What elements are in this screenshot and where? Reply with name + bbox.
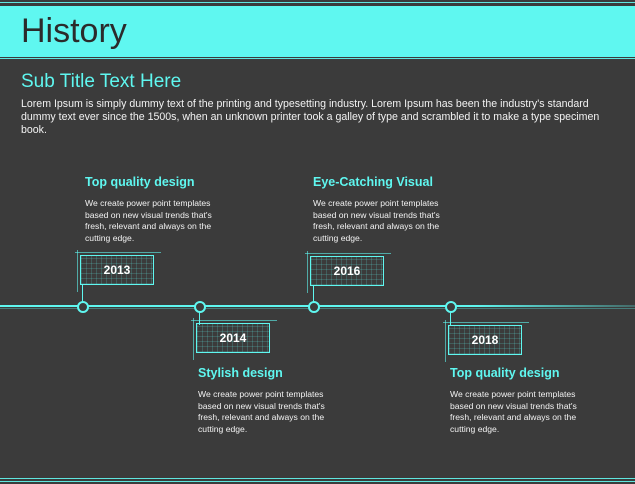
year-label: 2014 xyxy=(219,331,247,345)
year-box xyxy=(80,255,154,285)
year-box xyxy=(196,323,270,353)
year-label: 2018 xyxy=(471,333,499,347)
timeline-node xyxy=(194,301,206,313)
year-label: 2013 xyxy=(103,263,131,277)
timeline-item-title: Stylish design xyxy=(198,366,283,380)
year-box xyxy=(310,256,384,286)
timeline-item-desc: We create power point templates based on new visual trends that's fresh, relevant and always on the cutting edge. xyxy=(450,389,577,434)
subtitle: Sub Title Text Here xyxy=(21,71,182,92)
timeline-node xyxy=(445,301,457,313)
timeline-item-desc: We create power point templates based on new visual trends that's fresh, relevant and always on the cutting edge. xyxy=(198,389,325,434)
bottom-divider xyxy=(0,481,635,482)
timeline-item-desc: We create power point templates based on new visual trends that's fresh, relevant and always on the cutting edge. xyxy=(85,198,212,243)
timeline-item-desc: We create power point templates based on new visual trends that's fresh, relevant and always on the cutting edge. xyxy=(313,198,440,243)
year-label: 2016 xyxy=(333,264,361,278)
timeline-item-title: Top quality design xyxy=(85,175,195,189)
year-box xyxy=(448,325,522,355)
timeline-item-title: Eye-Catching Visual xyxy=(313,175,433,189)
intro-text: Lorem Ipsum is simply dummy text of the printing and typesetting industry. Lorem Ipsum has been the industry's standard dummy text ever since the 1500s, when an unknown printer took a galley of type and scrambled it to make a type specimen book. xyxy=(21,98,600,136)
bottom-divider xyxy=(0,478,635,479)
header-banner xyxy=(0,6,635,57)
timeline-node xyxy=(77,301,89,313)
timeline-node xyxy=(308,301,320,313)
header-divider xyxy=(0,58,635,59)
page-title: History xyxy=(21,12,127,50)
top-divider xyxy=(0,2,635,3)
timeline-item-title: Top quality design xyxy=(450,366,560,380)
